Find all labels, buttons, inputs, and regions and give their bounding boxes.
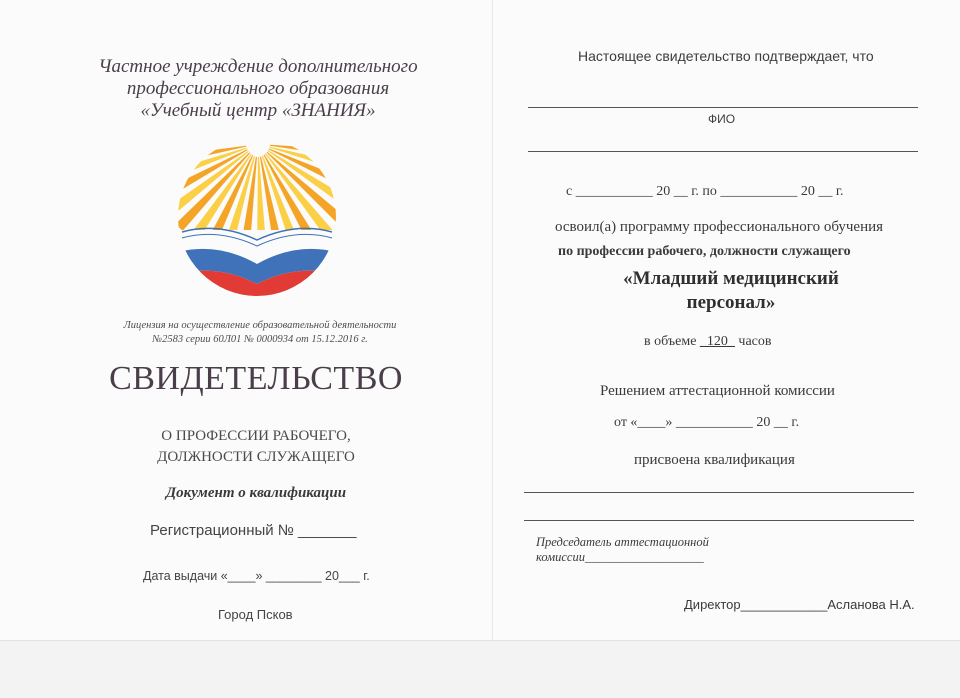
commission-chair-signature [536, 535, 709, 565]
study-period: с ___________ 20 __ г. по ___________ 20 __ г. [566, 184, 844, 199]
fio-label: ФИО [708, 112, 736, 126]
sun-center [249, 139, 267, 157]
org-line-1: Частное учреждение дополнительного [98, 56, 418, 77]
qualification-assigned: присвоена квалификация [634, 452, 795, 468]
volume-hours: _120_ [699, 334, 735, 349]
license-info [40, 319, 480, 347]
document-type: Документ о квалификации [165, 485, 347, 501]
issue-date: Дата выдачи «____» ________ 20___ г. [143, 569, 370, 583]
subtitle-line-2: ДОЛЖНОСТИ СЛУЖАЩЕГО [157, 449, 355, 465]
program-volume [644, 334, 772, 350]
chair-line-2: комиссии___________________ [536, 550, 704, 564]
specialty-line-1: «Младший медицинский [623, 268, 839, 289]
volume-suffix: часов [738, 334, 772, 349]
director-signature: Директор____________Асланова Н.А. [684, 597, 915, 612]
certificate-subtitle [60, 426, 452, 468]
org-line-3: «Учебный центр «ЗНАНИЯ» [140, 100, 376, 121]
specialty-name [576, 267, 886, 315]
license-line-1: Лицензия на осуществление образовательной деятельности [123, 320, 397, 331]
org-line-2: профессионального образования [126, 78, 390, 99]
page-fold [492, 0, 493, 640]
chair-line-1: Председатель аттестационной [536, 535, 709, 549]
mastered-text: освоил(а) программу профессионального обучения [555, 219, 884, 235]
city: Город Псков [218, 607, 293, 622]
decision-date: от «____» ___________ 20 __ г. [614, 415, 800, 430]
commission-decision: Решением аттестационной комиссии [600, 383, 835, 399]
subtitle-line-1: О ПРОФЕССИИ РАБОЧЕГО, [161, 428, 351, 444]
fio-line-2 [528, 151, 918, 152]
license-line-2: №2583 серии 60Л01 № 0000934 от 15.12.2016 г. [152, 334, 368, 345]
registration-number: Регистрационный № _______ [150, 522, 357, 539]
profession-line: по профессии рабочего, должности служащего [558, 244, 851, 259]
certificate-title: СВИДЕТЕЛЬСТВО [109, 360, 403, 397]
qualification-line-2 [524, 520, 914, 521]
intro-text: Настоящее свидетельство подтверждает, что [578, 48, 874, 64]
specialty-line-2: персонал» [686, 292, 776, 313]
volume-prefix: в объеме [644, 334, 697, 349]
qualification-line-1 [524, 492, 914, 493]
emblem-logo [178, 136, 336, 298]
organization-name [30, 56, 486, 122]
scan-edge [0, 640, 960, 641]
fio-line [528, 107, 918, 108]
